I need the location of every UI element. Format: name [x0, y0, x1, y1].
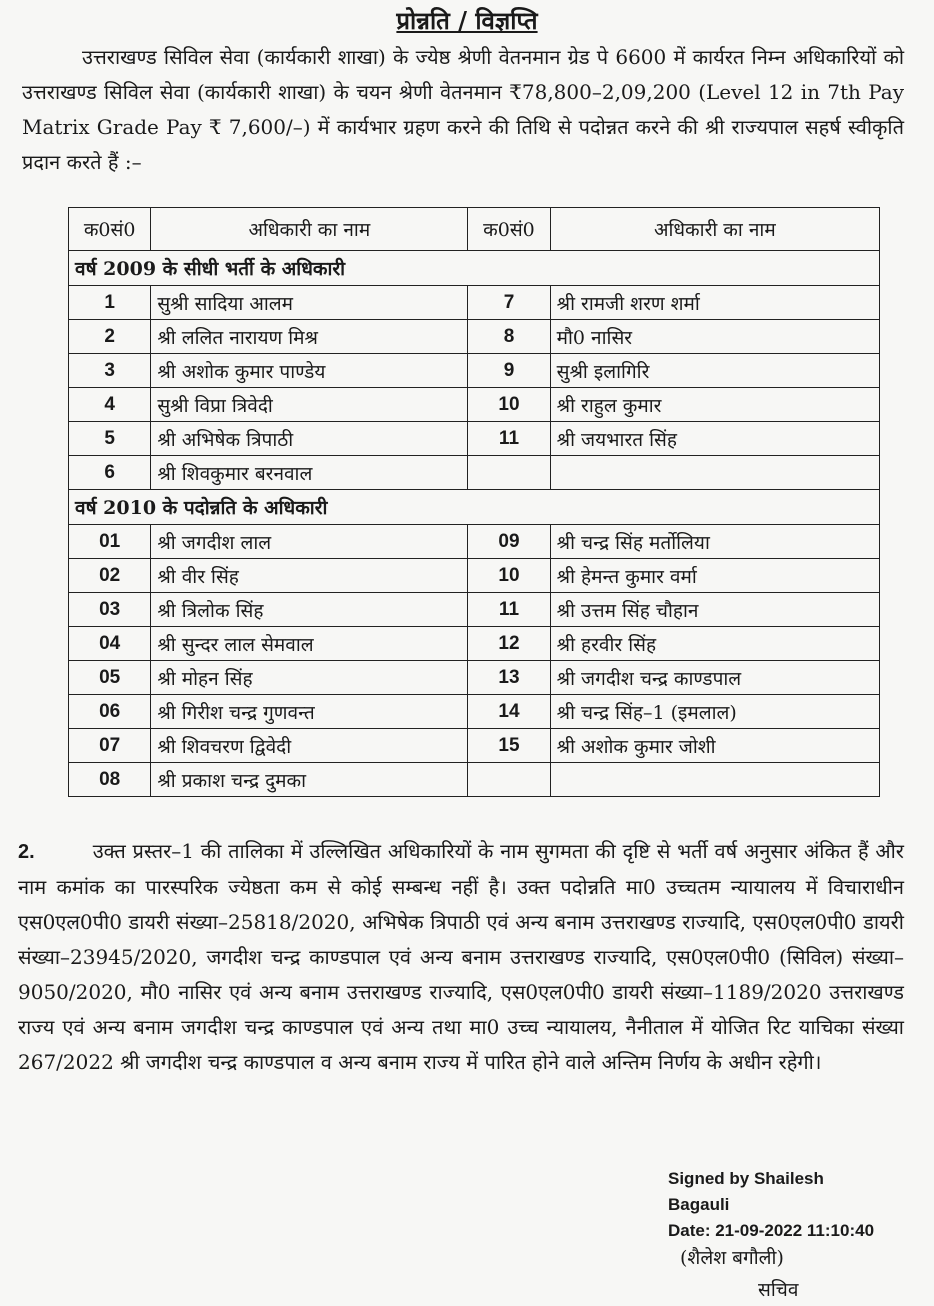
officer-name: सुश्री विप्रा त्रिवेदी	[151, 388, 468, 422]
table-row	[69, 525, 880, 559]
serial-number: 3	[69, 354, 151, 388]
serial-number: 6	[69, 456, 151, 490]
group-heading-row	[69, 490, 880, 525]
serial-number: 02	[69, 559, 151, 593]
officer-name: श्री चन्द्र सिंह मर्तोलिया	[550, 525, 879, 559]
table-row	[69, 661, 880, 695]
serial-number: 04	[69, 627, 151, 661]
officer-name: श्री जगदीश लाल	[151, 525, 468, 559]
serial-number: 01	[69, 525, 151, 559]
officers-table-body	[69, 251, 880, 797]
serial-number: 5	[69, 422, 151, 456]
header-name-1: अधिकारी का नाम	[151, 208, 468, 251]
serial-number: 4	[69, 388, 151, 422]
serial-number: 10	[468, 559, 550, 593]
officer-name: श्री जगदीश चन्द्र काण्डपाल	[550, 661, 879, 695]
table-row	[69, 729, 880, 763]
group-heading: वर्ष 2010 के पदोन्नति के अधिकारी	[69, 490, 880, 525]
document-title: प्रोन्नति / विज्ञप्ति	[396, 6, 538, 35]
paragraph-2	[18, 834, 904, 1080]
officer-name: श्री अशोक कुमार पाण्डेय	[151, 354, 468, 388]
serial-number: 14	[468, 695, 550, 729]
header-serial-2: क0सं0	[468, 208, 550, 251]
serial-number: 9	[468, 354, 550, 388]
officer-name: श्री राहुल कुमार	[550, 388, 879, 422]
group-heading-row	[69, 251, 880, 286]
serial-number: 13	[468, 661, 550, 695]
serial-number: 2	[69, 320, 151, 354]
officer-name	[550, 456, 879, 490]
digital-signature-block	[668, 1166, 874, 1244]
officer-name: श्री जयभारत सिंह	[550, 422, 879, 456]
officer-name: श्री रामजी शरण शर्मा	[550, 286, 879, 320]
table-row	[69, 593, 880, 627]
serial-number	[468, 456, 550, 490]
table-row	[69, 388, 880, 422]
table-row	[69, 456, 880, 490]
serial-number: 8	[468, 320, 550, 354]
signer-name: (शैलेश बगौली)	[680, 1247, 784, 1269]
serial-number: 11	[468, 593, 550, 627]
officer-name: श्री गिरीश चन्द्र गुणवन्त	[151, 695, 468, 729]
officer-name: श्री मोहन सिंह	[151, 661, 468, 695]
paragraph-text: उक्त प्रस्तर–1 की तालिका में उल्लिखित अधिकारियों के नाम सुगमता की दृष्टि से भर्ती वर्ष अनुसार अंकित हैं और नाम कमांक का पारस्परिक ज्येष्ठता कम से कोई सम्बन्ध नहीं है। उक्त पदोन्नति मा0 उच्चतम न्यायालय में विचाराधीन एस0एल0पी0 डायरी संख्या–25818/2020, अभिषेक त्रिपाठी एवं अन्य बनाम उत्तराखण्ड राज्यादि, एस0एल0पी0 डायरी संख्या–23945/2020, जगदीश चन्द्र काण्डपाल एवं अन्य बनाम उत्तराखण्ड राज्यादि, एस0एल0पी0 (सिविल) संख्या–9050/2020, मौ0 नासिर एवं अन्य बनाम उत्तराखण्ड राज्यादि, एस0एल0पी0 डायरी संख्या–1189/2020 उत्तराखण्ड राज्य एवं अन्य बनाम जगदीश चन्द्र काण्डपाल एवं अन्य तथा मा0 उच्च न्यायालय, नैनीताल में योजित रिट याचिका संख्या 267/2022 श्री जगदीश चन्द्र काण्डपाल व अन्य बनाम राज्य में पारित होने वाले अन्तिम निर्णय के अधीन रहेगी।	[18, 839, 904, 1074]
serial-number: 10	[468, 388, 550, 422]
officers-table	[68, 207, 880, 797]
officer-name: श्री त्रिलोक सिंह	[151, 593, 468, 627]
group-heading: वर्ष 2009 के सीधी भर्ती के अधिकारी	[69, 251, 880, 286]
table-row	[69, 627, 880, 661]
officer-name: श्री अशोक कुमार जोशी	[550, 729, 879, 763]
serial-number: 1	[69, 286, 151, 320]
table-row	[69, 422, 880, 456]
table-row	[69, 286, 880, 320]
table-header-row	[69, 208, 880, 251]
officer-name: श्री हेमन्त कुमार वर्मा	[550, 559, 879, 593]
table-row	[69, 320, 880, 354]
officer-name: श्री सुन्दर लाल सेमवाल	[151, 627, 468, 661]
signature-line-2: Bagauli	[668, 1195, 730, 1214]
serial-number: 05	[69, 661, 151, 695]
officer-name: श्री वीर सिंह	[151, 559, 468, 593]
signer-designation: सचिव	[758, 1279, 799, 1301]
officer-name: मौ0 नासिर	[550, 320, 879, 354]
officer-name: श्री हरवीर सिंह	[550, 627, 879, 661]
officer-name: सुश्री सादिया आलम	[151, 286, 468, 320]
serial-number: 12	[468, 627, 550, 661]
table-row	[69, 695, 880, 729]
signature-date: Date: 21-09-2022 11:10:40	[668, 1221, 875, 1240]
table-row	[69, 354, 880, 388]
officer-name: श्री उत्तम सिंह चौहान	[550, 593, 879, 627]
officer-name: श्री चन्द्र सिंह–1 (इमलाल)	[550, 695, 879, 729]
intro-paragraph: उत्तराखण्ड सिविल सेवा (कार्यकारी शाखा) के ज्येष्ठ श्रेणी वेतनमान ग्रेड पे 6600 में कार्यरत निम्न अधिकारियों को उत्तराखण्ड सिविल सेवा (कार्यकारी शाखा) के चयन श्रेणी वेतनमान ₹78,800–2,09,200 (Level 12 in 7th Pay Matrix Grade Pay ₹ 7,600/–) में कार्यभार ग्रहण करने की तिथि से पदोन्नत करने की श्री राज्यपाल सहर्ष स्वीकृति प्रदान करते हैं :–	[22, 45, 904, 174]
officer-name: सुश्री इलागिरि	[550, 354, 879, 388]
officer-name: श्री शिवकुमार बरनवाल	[151, 456, 468, 490]
officer-name: श्री शिवचरण द्विवेदी	[151, 729, 468, 763]
serial-number: 06	[69, 695, 151, 729]
paragraph-number: 2.	[18, 841, 35, 863]
signature-line-1: Signed by Shailesh	[668, 1169, 824, 1188]
officer-name: श्री प्रकाश चन्द्र दुमका	[151, 763, 468, 797]
serial-number	[468, 763, 550, 797]
table-row	[69, 559, 880, 593]
officer-name	[550, 763, 879, 797]
serial-number: 7	[468, 286, 550, 320]
serial-number: 09	[468, 525, 550, 559]
serial-number: 08	[69, 763, 151, 797]
header-serial-1: क0सं0	[69, 208, 151, 251]
officer-name: श्री अभिषेक त्रिपाठी	[151, 422, 468, 456]
officer-name: श्री ललित नारायण मिश्र	[151, 320, 468, 354]
serial-number: 15	[468, 729, 550, 763]
serial-number: 11	[468, 422, 550, 456]
table-row	[69, 763, 880, 797]
serial-number: 07	[69, 729, 151, 763]
serial-number: 03	[69, 593, 151, 627]
header-name-2: अधिकारी का नाम	[550, 208, 879, 251]
